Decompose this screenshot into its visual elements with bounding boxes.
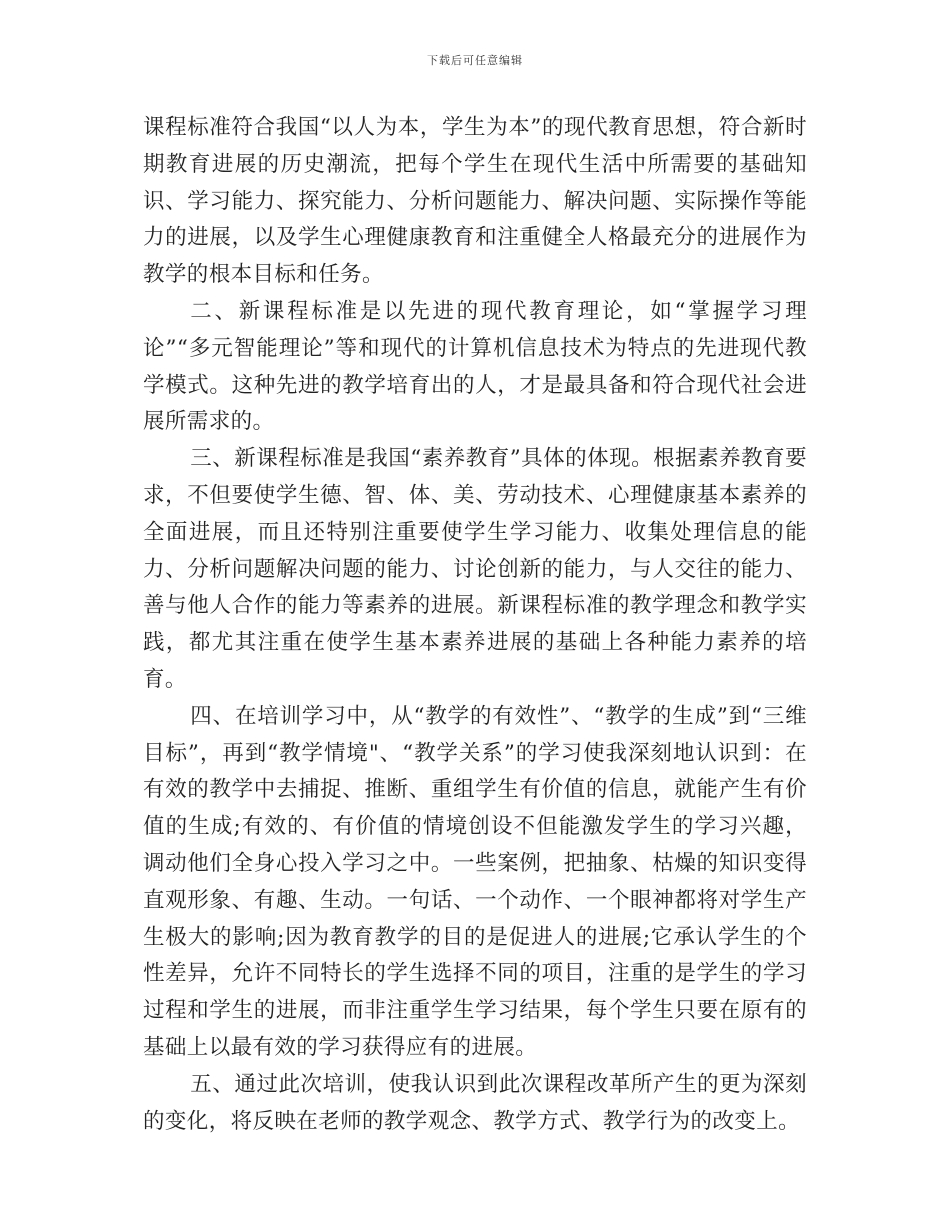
paragraph-2: 二、新课程标准是以先进的现代教育理论，如“掌握学习理论”“多元智能理论”等和现代的计算机信息技术为特点的先进现代教学模式。这种先进的教学培育出的人，才是最具备和符合现代社会进展所需求的。 xyxy=(143,298,807,435)
paragraph-4: 四、在培训学习中，从“教学的有效性”、“教学的生成”到“三维目标”，再到“教学情境"、“教学关系”的学习使我深刻地认识到：在有效的教学中去捕捉、推断、重组学生有价值的信息，就能产生有价值的生成;有效的、有价值的情境创设不但能激发学生的学习兴趣，调动他们全身心投入学习之中。一些案例，把抽象、枯燥的知识变得直观形象、有趣、生动。一句话、一个动作、一个眼神都将对学生产生极大的影响;因为教育教学的目的是促进人的进展;它承认学生的个性差异，允许不同特长的学生选择不同的项目，注重的是学生的学习过程和学生的进展，而非注重学生学习结果，每个学生只要在原有的基础上以最有效的学习获得应有的进展。 xyxy=(143,703,807,1060)
paragraph-1: 课程标准符合我国“以人为本，学生为本”的现代教育思想，符合新时期教育进展的历史潮流，把每个学生在现代生活中所需要的基础知识、学习能力、探究能力、分析问题能力、解决问题、实际操作等能力的进展，以及学生心理健康教育和注重健全人格最充分的进展作为教学的根本目标和任务。 xyxy=(143,115,807,288)
page-header-note: 下载后可任意编辑 xyxy=(427,54,523,67)
paragraph-5: 五、通过此次培训，使我认识到此次课程改革所产生的更为深刻的变化，将反映在老师的教学观念、教学方式、教学行为的改变上。 xyxy=(143,1071,807,1134)
paragraph-3: 三、新课程标准是我国“素养教育”具体的体现。根据素养教育要求，不但要使学生德、智、体、美、劳动技术、心理健康基本素养的全面进展，而且还特别注重要使学生学习能力、收集处理信息的能力、分析问题解决问题的能力、讨论创新的能力，与人交往的能力、善与他人合作的能力等素养的进展。新课程标准的教学理念和教学实践，都尤其注重在使学生基本素养进展的基础上各种能力素养的培育。 xyxy=(143,446,807,692)
document-body xyxy=(143,110,807,1140)
